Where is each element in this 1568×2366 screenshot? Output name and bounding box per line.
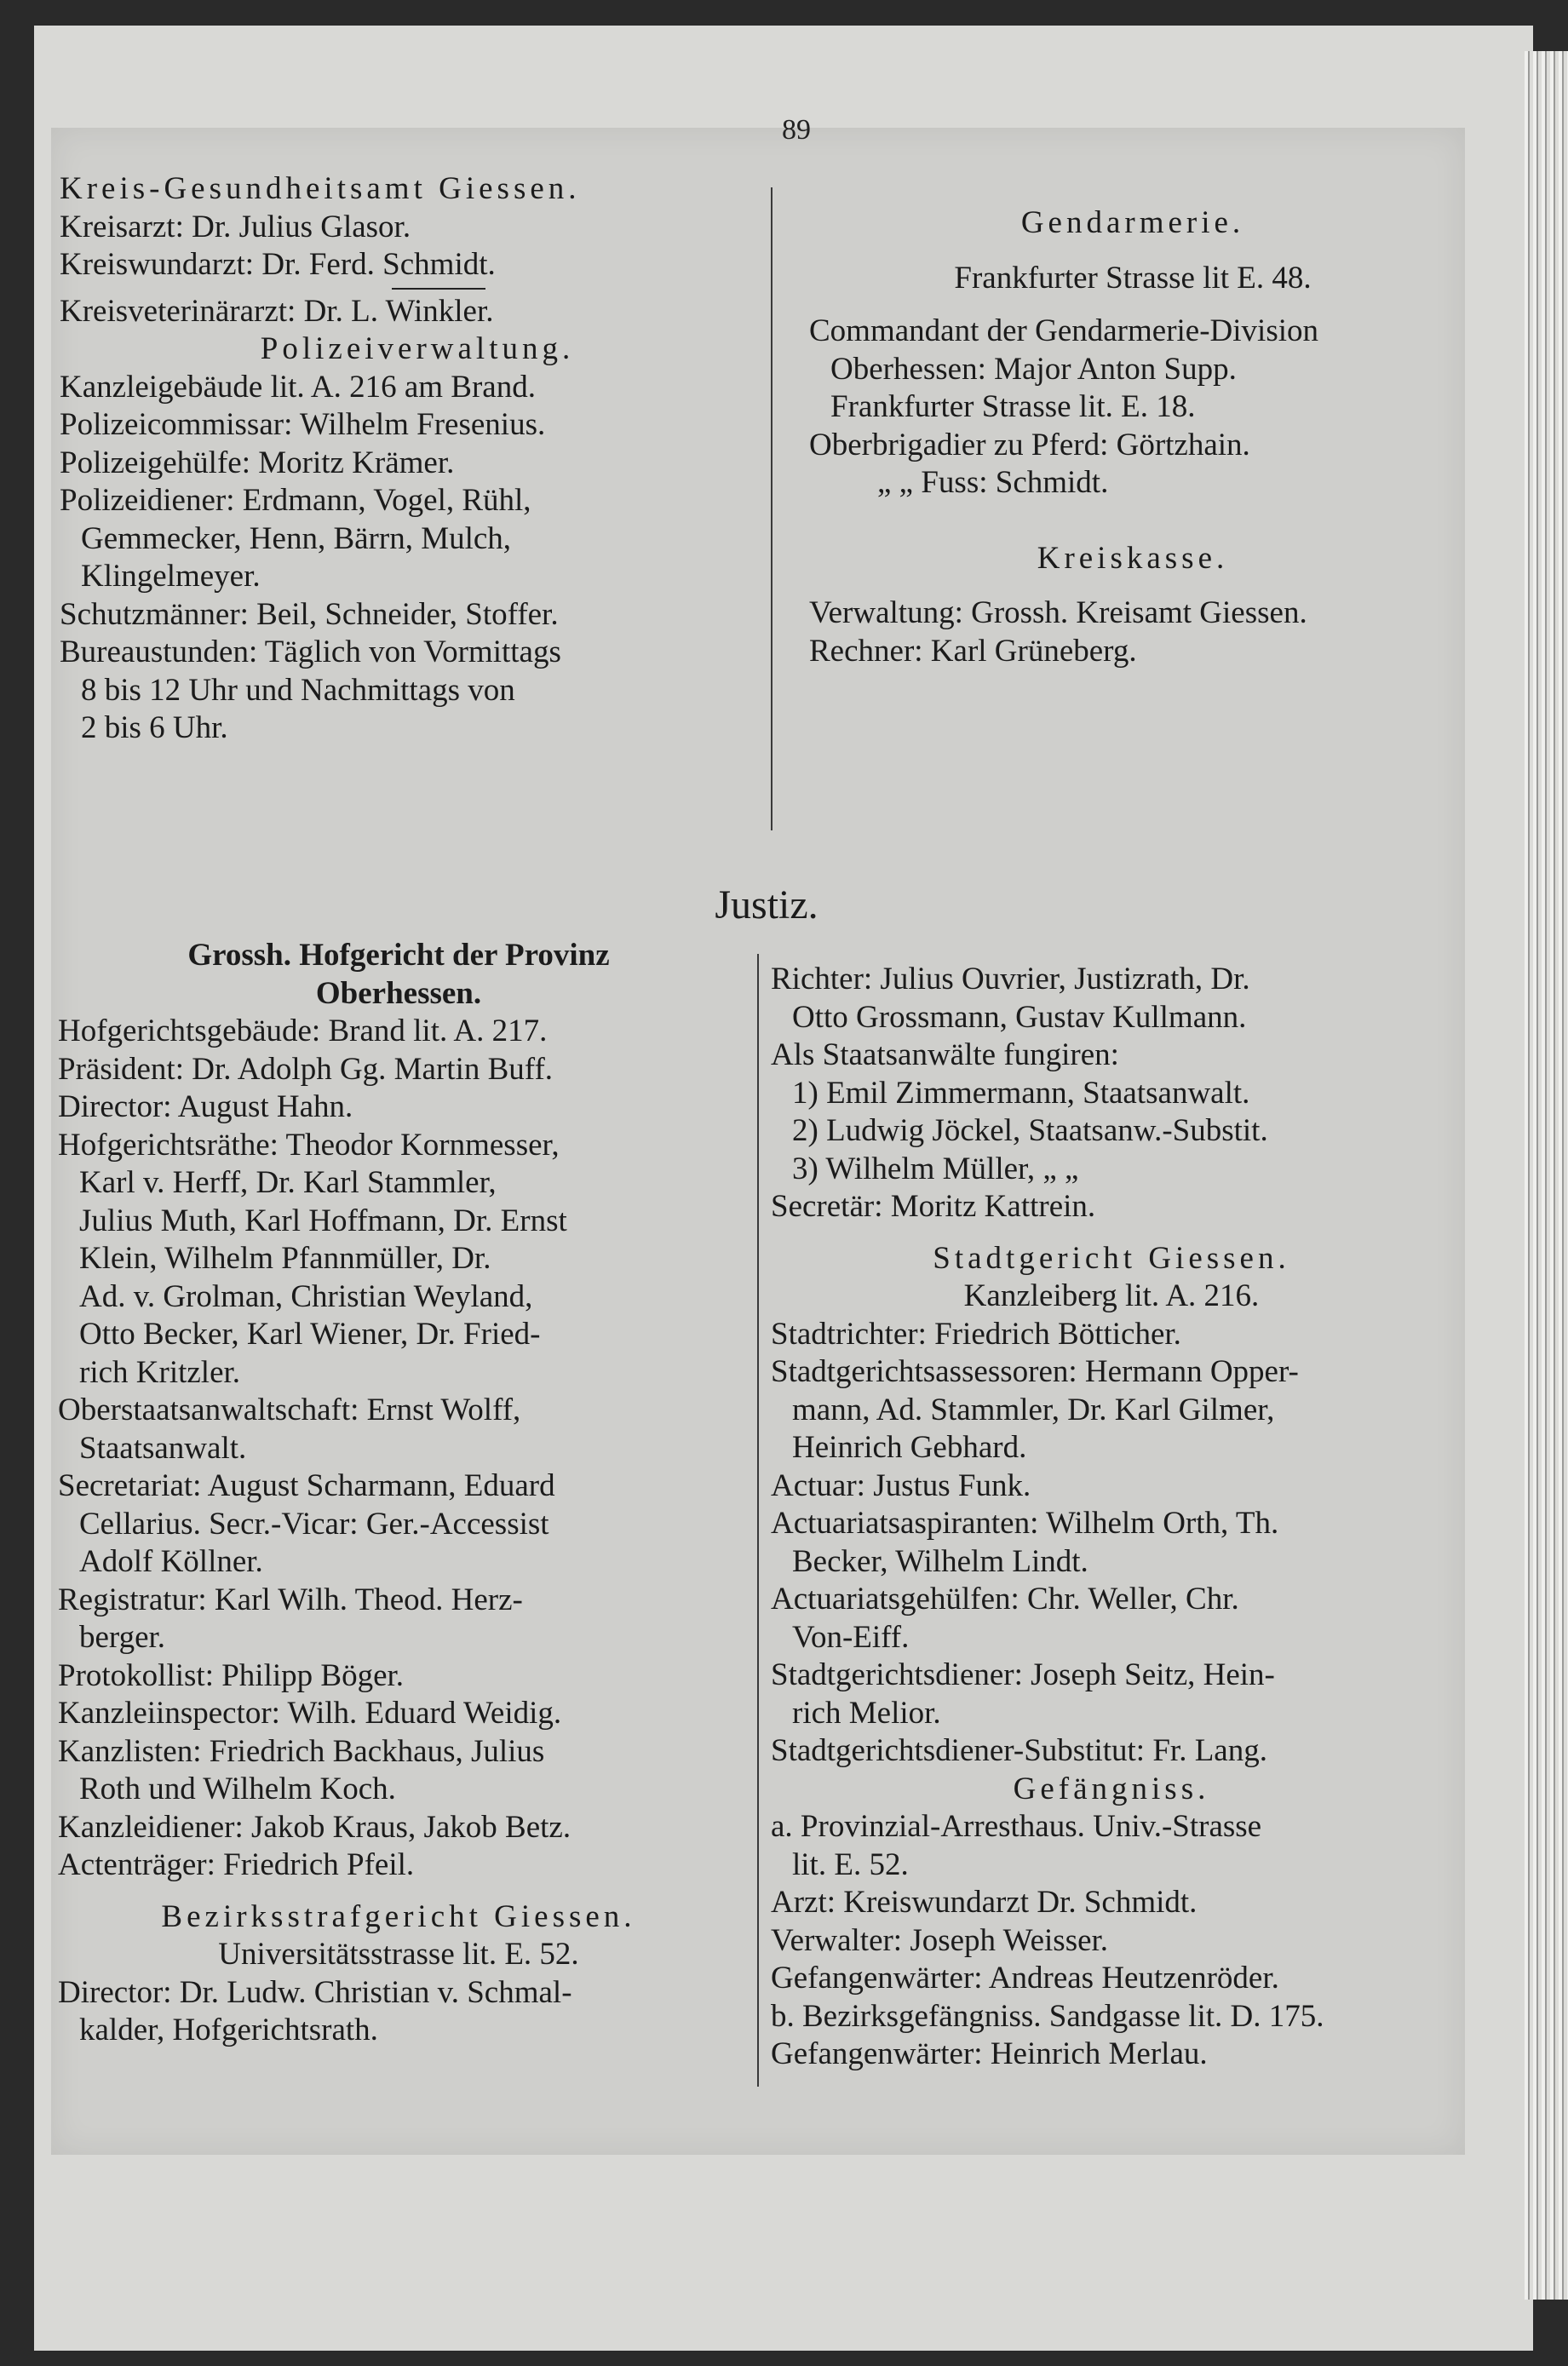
- police-line: Klingelmeyer.: [81, 559, 261, 594]
- justiz-line: 3) Wilhelm Müller, „ „: [792, 1151, 1079, 1186]
- stadtgericht-address: Kanzleiberg lit. A. 216.: [963, 1278, 1260, 1313]
- gefaengniss-line: Gefangenwärter: Heinrich Merlau.: [771, 2036, 1208, 2071]
- hofgericht-line: Protokollist: Philipp Böger.: [58, 1657, 405, 1693]
- hofgericht-line: Kanzlisten: Friedrich Backhaus, Julius: [58, 1733, 545, 1769]
- hofgericht-line: Kanzleidiener: Jakob Kraus, Jakob Betz.: [58, 1809, 571, 1845]
- spacer: [58, 1885, 739, 1898]
- police-heading: Polizeiverwaltung.: [260, 331, 575, 366]
- stadtgericht-line: Stadtrichter: Friedrich Bötticher.: [771, 1316, 1181, 1352]
- hofgericht-line: Präsident: Dr. Adolph Gg. Martin Buff.: [58, 1051, 554, 1087]
- gendarmerie-address: Frankfurter Strasse lit E. 48.: [954, 260, 1312, 296]
- justiz-line: Als Staatsanwälte fungiren:: [771, 1037, 1119, 1072]
- right-bottom-column: [771, 961, 1452, 2074]
- hofgericht-line: Cellarius. Secr.-Vicar: Ger.-Accessist: [79, 1506, 549, 1542]
- hofgericht-line: Staatsanwalt.: [79, 1430, 247, 1466]
- stadtgericht-line: Stadtgerichtsassessoren: Hermann Opper-: [771, 1354, 1299, 1389]
- stadtgericht-line: rich Melior.: [792, 1695, 941, 1731]
- column-divider-bottom: [757, 954, 759, 2087]
- police-line: Polizeicommissar: Wilhelm Fresenius.: [60, 407, 546, 442]
- left-bottom-column: [58, 937, 739, 2050]
- hofgericht-line: Karl v. Herff, Dr. Karl Stammler,: [79, 1165, 497, 1200]
- stadtgericht-line: Actuariatsgehülfen: Chr. Weller, Chr.: [771, 1582, 1239, 1617]
- hofgericht-line: Hofgerichtsräthe: Theodor Kornmesser,: [58, 1127, 560, 1163]
- section-title-justiz: Justiz.: [715, 882, 818, 927]
- stadtgericht-line: mann, Ad. Stammler, Dr. Karl Gilmer,: [792, 1392, 1275, 1427]
- bezirk-address: Universitätsstrasse lit. E. 52.: [218, 1937, 579, 1972]
- spacer: [771, 1226, 1452, 1240]
- gefaengniss-heading: Gefängniss.: [1013, 1771, 1210, 1806]
- gendarmerie-line: Commandant der Gendarmerie-Division: [809, 313, 1318, 348]
- gesundheitsamt-heading: Kreis-Gesundheitsamt Giessen.: [60, 171, 581, 206]
- police-line: Polizeidiener: Erdmann, Vogel, Rühl,: [60, 483, 531, 518]
- right-top-column: [809, 204, 1456, 670]
- page-number: 89: [782, 118, 811, 143]
- gendarmerie-line: „ „ Fuss: Schmidt.: [877, 465, 1109, 500]
- spacer: [809, 502, 1456, 540]
- justiz-line: Secretär: Moritz Kattrein.: [771, 1189, 1096, 1224]
- stadtgericht-line: Actuar: Justus Funk.: [771, 1467, 1031, 1503]
- gefaengniss-line: a. Provinzial-Arresthaus. Univ.-Strasse: [771, 1809, 1262, 1844]
- bezirk-heading: Bezirksstrafgericht Giessen.: [161, 1898, 636, 1934]
- kreiskasse-line: Verwaltung: Grossh. Kreisamt Giessen.: [809, 595, 1307, 630]
- spacer: [809, 577, 1456, 594]
- hofgericht-heading: Grossh. Hofgericht der Provinz: [187, 938, 610, 973]
- police-line: Kanzleigebäude lit. A. 216 am Brand.: [60, 369, 536, 405]
- column-divider-top: [771, 187, 773, 830]
- gefaengniss-line: lit. E. 52.: [792, 1846, 909, 1882]
- hofgericht-line: Roth und Wilhelm Koch.: [79, 1772, 396, 1806]
- police-line: Schutzmänner: Beil, Schneider, Stoffer.: [60, 596, 559, 632]
- left-top-column: [60, 170, 775, 748]
- spacer: [809, 297, 1456, 313]
- police-line: 8 bis 12 Uhr und Nachmittags von: [81, 672, 515, 708]
- hofgericht-line: Klein, Wilhelm Pfannmüller, Dr.: [79, 1241, 491, 1276]
- stadtgericht-line: Von-Eiff.: [792, 1619, 910, 1655]
- police-line: 2 bis 6 Uhr.: [81, 710, 228, 745]
- hofgericht-line: Otto Becker, Karl Wiener, Dr. Fried-: [79, 1317, 541, 1352]
- hofgericht-line: Actenträger: Friedrich Pfeil.: [58, 1847, 415, 1882]
- hofgericht-line: Registratur: Karl Wilh. Theod. Herz-: [58, 1582, 523, 1617]
- police-line: Gemmecker, Henn, Bärrn, Mulch,: [81, 520, 512, 556]
- left-top-line: Kreisarzt: Dr. Julius Glasor.: [60, 209, 411, 244]
- gefaengniss-line: Gefangenwärter: Andreas Heutzenröder.: [771, 1961, 1279, 1996]
- gefaengniss-line: Verwalter: Joseph Weisser.: [771, 1922, 1109, 1958]
- stadtgericht-line: Heinrich Gebhard.: [792, 1430, 1027, 1465]
- divider: [392, 288, 485, 290]
- veterinarian-line: Kreisveterinärarzt: Dr. L. Winkler.: [60, 293, 494, 329]
- spacer: [809, 243, 1456, 260]
- hofgericht-line: Kanzleiinspector: Wilh. Eduard Weidig.: [58, 1696, 562, 1731]
- gefaengniss-line: Arzt: Kreiswundarzt Dr. Schmidt.: [771, 1885, 1198, 1920]
- left-top-line: Kreiswundarzt: Dr. Ferd. Schmidt.: [60, 247, 496, 282]
- gendarmerie-heading: Gendarmerie.: [1020, 205, 1245, 240]
- hofgericht-line: Secretariat: August Scharmann, Eduard: [58, 1468, 555, 1503]
- stadtgericht-heading: Stadtgericht Giessen.: [933, 1240, 1290, 1276]
- stadtgericht-line: Becker, Wilhelm Lindt.: [792, 1543, 1088, 1579]
- police-line: Bureaustunden: Täglich von Vormittags: [60, 635, 561, 669]
- gendarmerie-line: Oberhessen: Major Anton Supp.: [830, 351, 1237, 387]
- justiz-line: 2) Ludwig Jöckel, Staatsanw.-Substit.: [792, 1113, 1268, 1148]
- hofgericht-line: Julius Muth, Karl Hoffmann, Dr. Ernst: [79, 1203, 567, 1238]
- justiz-line: 1) Emil Zimmermann, Staatsanwalt.: [792, 1075, 1250, 1111]
- stadtgericht-line: Actuariatsaspiranten: Wilhelm Orth, Th.: [771, 1506, 1279, 1541]
- stadtgericht-line: Stadtgerichtsdiener: Joseph Seitz, Hein-: [771, 1657, 1275, 1692]
- gefaengniss-line: b. Bezirksgefängniss. Sandgasse lit. D. 175.: [771, 1998, 1324, 2034]
- hofgericht-line: rich Kritzler.: [79, 1354, 241, 1390]
- page-edges: [1525, 51, 1568, 2300]
- gendarmerie-line: Oberbrigadier zu Pferd: Görtzhain.: [809, 427, 1250, 462]
- hofgericht-line: berger.: [79, 1620, 166, 1655]
- hofgericht-line: Adolf Köllner.: [79, 1544, 263, 1579]
- stadtgericht-line: Stadtgerichtsdiener-Substitut: Fr. Lang.: [771, 1733, 1267, 1768]
- gendarmerie-line: Frankfurter Strasse lit. E. 18.: [830, 389, 1196, 424]
- kreiskasse-line: Rechner: Karl Grüneberg.: [809, 633, 1137, 669]
- kreiskasse-heading: Kreiskasse.: [1037, 540, 1229, 576]
- hofgericht-line: Oberstaatsanwaltschaft: Ernst Wolff,: [58, 1393, 521, 1427]
- hofgericht-line: Hofgerichtsgebäude: Brand lit. A. 217.: [58, 1014, 548, 1048]
- hofgericht-line: Director: August Hahn.: [58, 1089, 353, 1124]
- hofgericht-heading-2: Oberhessen.: [315, 975, 482, 1011]
- bezirk-line: kalder, Hofgerichtsrath.: [79, 2013, 378, 2047]
- justiz-line: Richter: Julius Ouvrier, Justizrath, Dr.: [771, 962, 1250, 996]
- police-line: Polizeigehülfe: Moritz Krämer.: [60, 445, 455, 480]
- hofgericht-line: Ad. v. Grolman, Christian Weyland,: [79, 1278, 533, 1314]
- bezirk-line: Director: Dr. Ludw. Christian v. Schmal-: [58, 1974, 572, 2010]
- justiz-line: Otto Grossmann, Gustav Kullmann.: [792, 999, 1247, 1035]
